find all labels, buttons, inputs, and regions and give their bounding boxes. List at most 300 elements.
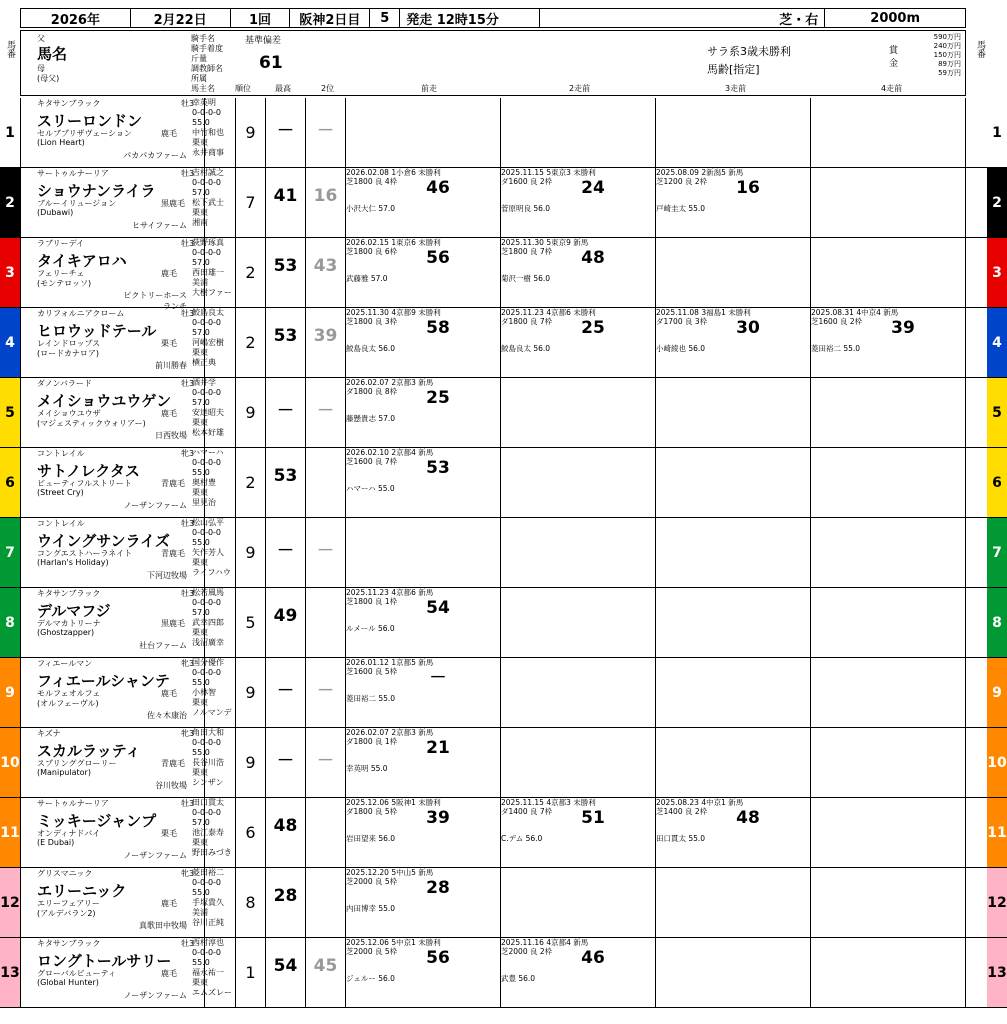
stable: 栗東	[192, 138, 208, 147]
jockey-info	[192, 938, 236, 1007]
past-race-jockey: 戸崎圭太 55.0	[656, 204, 706, 213]
past-race-2[interactable]	[501, 798, 656, 867]
breeder: パカパカファーム	[123, 151, 187, 160]
course: 芝・右	[540, 9, 825, 27]
rank: 1	[236, 938, 266, 1007]
past-race-3[interactable]	[656, 588, 811, 657]
past-race-4[interactable]	[811, 518, 966, 587]
horse-row[interactable]	[0, 98, 1007, 168]
sex-age: 牡3	[181, 309, 195, 318]
jockey-name: 荻野琢真	[192, 238, 224, 247]
past-race-jockey: 小崎綾也 56.0	[656, 344, 706, 353]
jockey-name: 田口貫太	[192, 798, 224, 807]
horse-name[interactable]: タイキアロハ	[37, 252, 127, 270]
start-time: 発走 12時15分	[400, 9, 540, 27]
past-race-2[interactable]	[501, 168, 656, 237]
horse-number-left: 1	[0, 98, 20, 167]
best-value: 53	[273, 466, 298, 486]
horse-number-right: 5	[987, 378, 1007, 447]
rank: 8	[236, 868, 266, 937]
legend-second: 2位	[321, 84, 335, 93]
legend-std: 基準偏差	[245, 36, 282, 46]
past-race-3[interactable]	[656, 98, 811, 167]
horse-info	[20, 798, 205, 867]
sex-age: 牡3	[181, 239, 195, 248]
coat: 青鹿毛	[161, 549, 185, 558]
past-race-score: 16	[736, 178, 760, 198]
horse-row[interactable]	[0, 658, 1007, 728]
sire-name: キズナ	[37, 729, 61, 738]
damsire-name: (Street Cry)	[37, 488, 84, 497]
jockey-record: 0-0-0-0	[192, 318, 222, 327]
past-race-score: 21	[426, 738, 450, 758]
jockey-name: 国分優作	[192, 658, 224, 667]
prize-2: 240万円	[933, 42, 961, 50]
past-race-jockey: 田口貫太 55.0	[656, 834, 706, 843]
past-race-cond: 芝1200 良 2枠	[656, 177, 708, 186]
horse-name[interactable]: ショウナンライラ	[37, 182, 156, 200]
past-race-3[interactable]	[656, 938, 811, 1007]
past-race-head: 2026.02.07 2京都3 新馬	[346, 378, 434, 387]
coat: 鹿毛	[161, 269, 177, 278]
past-race-3[interactable]	[656, 238, 811, 307]
horse-row[interactable]	[0, 308, 1007, 378]
past-race-cond: 芝1800 良 3枠	[346, 317, 398, 326]
best-score	[266, 518, 306, 587]
damsire-name: (アルデバラン2)	[37, 909, 96, 918]
past-race-1[interactable]	[346, 98, 501, 167]
jockey-record: 0-0-0-0	[192, 178, 222, 187]
horse-info	[20, 308, 205, 377]
past-race-2[interactable]	[501, 308, 656, 377]
past-race-4[interactable]	[811, 658, 966, 727]
best-value: 54	[273, 956, 298, 976]
past-race-1[interactable]	[346, 308, 501, 377]
second-value: －	[317, 121, 334, 141]
past-race-2[interactable]	[501, 98, 656, 167]
sire-name: ラブリーデイ	[37, 239, 85, 248]
jockey-record: 0-0-0-0	[192, 108, 222, 117]
past-race-cond: 芝1800 良 6枠	[346, 247, 398, 256]
sex-age: 牡3	[181, 169, 195, 178]
past-race-cond: 芝2000 良 5枠	[346, 877, 398, 886]
past-race-4[interactable]	[811, 98, 966, 167]
best-value: 48	[273, 816, 298, 836]
past-race-3[interactable]	[656, 448, 811, 517]
owner-name: 松本好雄	[192, 428, 224, 437]
prize-3: 150万円	[933, 51, 961, 59]
sire-name: コントレイル	[37, 449, 85, 458]
sex-age: 牝3	[181, 869, 195, 878]
horse-name[interactable]: スリーロンドン	[37, 112, 143, 130]
past-race-score: 39	[426, 808, 450, 828]
past-race-2[interactable]	[501, 868, 656, 937]
best-value: 28	[273, 886, 298, 906]
horse-number-left: 7	[0, 518, 20, 587]
past-race-4[interactable]	[811, 868, 966, 937]
second-value: 39	[313, 326, 338, 346]
horse-name[interactable]: ロングトールサリー	[37, 952, 172, 970]
past-race-score: 46	[426, 178, 450, 198]
past-race-jockey: 菱田裕二 55.0	[346, 694, 396, 703]
past-race-3[interactable]	[656, 168, 811, 237]
trainer-name: 安達昭夫	[192, 408, 224, 417]
owner-name: 里見治	[192, 498, 216, 507]
past-race-jockey: 菅原明良 56.0	[501, 204, 551, 213]
past-race-head: 2025.11.08 3福島1 未勝利	[656, 308, 751, 317]
breeder: ノーザンファーム	[123, 851, 187, 860]
best-score	[266, 938, 306, 1007]
jockey-info	[192, 728, 236, 797]
past-race-cond: 芝2000 良 5枠	[346, 947, 398, 956]
owner-name: シンザン	[192, 778, 224, 787]
past-race-head: 2026.02.07 2京都3 新馬	[346, 728, 434, 737]
best-score	[266, 98, 306, 167]
second-score	[306, 588, 346, 657]
past-race-cond: 芝1800 良 4枠	[346, 177, 398, 186]
past-race-1[interactable]	[346, 588, 501, 657]
best-value: 41	[273, 186, 298, 206]
past-race-1[interactable]	[346, 448, 501, 517]
past-race-head: 2026.02.15 1東京6 未勝利	[346, 238, 441, 247]
trainer-name: 河嶋宏樹	[192, 338, 224, 347]
past-race-head: 2025.12.06 5中京1 未勝利	[346, 938, 441, 947]
horse-info	[20, 238, 205, 311]
weight: 57.0	[192, 608, 210, 617]
jockey-record: 0-0-0-0	[192, 738, 222, 747]
past-race-2[interactable]	[501, 728, 656, 797]
past-race-1[interactable]	[346, 798, 501, 867]
past-race-score: 48	[736, 808, 760, 828]
horse-info	[20, 518, 205, 587]
past-race-4[interactable]	[811, 798, 966, 867]
horse-name[interactable]: スカルラッティ	[37, 742, 141, 760]
second-score	[306, 798, 346, 867]
horse-name[interactable]: エリーニック	[37, 882, 127, 900]
horse-number-right: 6	[987, 448, 1007, 517]
trainer-name: 松下武士	[192, 198, 224, 207]
jockey-info	[192, 308, 236, 377]
past-race-3[interactable]	[656, 798, 811, 867]
past-race-cond: 芝2000 良 2枠	[501, 947, 553, 956]
best-value: 53	[273, 326, 298, 346]
horse-number-right: 2	[987, 168, 1007, 237]
past-race-1[interactable]	[346, 938, 501, 1007]
past-race-4[interactable]	[811, 728, 966, 797]
sex-age: 牡3	[181, 519, 195, 528]
legend-jockey: 騎手名	[191, 34, 215, 43]
year: 2026年	[21, 9, 131, 27]
past-race-score: 58	[426, 318, 450, 338]
past-race-cond: 芝1600 良 2枠	[811, 317, 863, 326]
sire-name: ダノンバラード	[37, 379, 92, 388]
past-race-4[interactable]	[811, 238, 966, 307]
past-race-1[interactable]	[346, 378, 501, 447]
past-race-1[interactable]	[346, 658, 501, 727]
past-race-score: 39	[891, 318, 915, 338]
jockey-info	[192, 378, 236, 447]
race-header	[20, 8, 966, 28]
past-race-3[interactable]	[656, 728, 811, 797]
sire-name: キタサンブラック	[37, 589, 101, 598]
coat: 鹿毛	[161, 129, 177, 138]
sire-name: フィエールマン	[37, 659, 93, 668]
past-race-cond: ダ1800 良 7枠	[501, 317, 553, 326]
past-race-score: －	[429, 668, 447, 688]
horse-row[interactable]	[0, 938, 1007, 1008]
second-score	[306, 308, 346, 377]
horse-name[interactable]: ミッキージャンプ	[37, 812, 157, 830]
stable: 栗東	[192, 418, 208, 427]
sex-age: 牝3	[181, 729, 195, 738]
second-score	[306, 938, 346, 1007]
past-race-4[interactable]	[811, 308, 966, 377]
weight: 55.0	[192, 958, 210, 967]
trainer-name: 矢作芳人	[192, 548, 224, 557]
horse-number-left: 4	[0, 308, 20, 377]
prize-4: 89万円	[938, 60, 961, 68]
second-value: 45	[313, 956, 338, 976]
horse-row[interactable]	[0, 518, 1007, 588]
sex-age: 牝3	[181, 659, 195, 668]
sex-age: 牡3	[181, 589, 195, 598]
trainer-name: 福永祐一	[192, 968, 224, 977]
horse-info	[20, 378, 205, 447]
past-race-cond: 芝1600 良 7枠	[346, 457, 398, 466]
sex-age: 牡3	[181, 939, 195, 948]
horse-row[interactable]	[0, 238, 1007, 311]
past-race-head: 2025.11.30 4京都9 未勝利	[346, 308, 441, 317]
second-value: 43	[313, 256, 338, 276]
past-race-1[interactable]	[346, 728, 501, 797]
past-race-score: 25	[426, 388, 450, 408]
past-race-jockey: 武藤雅 57.0	[346, 274, 388, 283]
past-race-3[interactable]	[656, 378, 811, 447]
past-race-head: 2025.08.31 4中京4 新馬	[811, 308, 899, 317]
past-race-2[interactable]	[501, 518, 656, 587]
umaban-label-right: 馬番	[975, 40, 985, 58]
best-score	[266, 728, 306, 797]
breeder: ピクトリーホースランチ	[123, 291, 187, 311]
place: 阪神2日目	[290, 9, 370, 27]
past-race-head: 2025.11.15 4京都3 未勝利	[501, 798, 596, 807]
past-race-1[interactable]	[346, 168, 501, 237]
stable: 栗東	[192, 628, 208, 637]
past-race-jockey: 菱田裕二 55.0	[811, 344, 861, 353]
jockey-info	[192, 658, 236, 727]
horse-row[interactable]	[0, 798, 1007, 868]
horse-name[interactable]: フィエールシャンテ	[37, 672, 170, 690]
dam-name: レインドロップス	[37, 339, 101, 348]
horse-number-left: 8	[0, 588, 20, 657]
second-score	[306, 518, 346, 587]
jockey-record: 0-0-0-0	[192, 458, 222, 467]
horse-row[interactable]	[0, 378, 1007, 448]
legend-weight: 斤量	[191, 54, 207, 63]
horse-info	[20, 728, 205, 797]
jockey-record: 0-0-0-0	[192, 528, 222, 537]
damsire-name: (Manipulator)	[37, 768, 91, 777]
horse-number-left: 11	[0, 798, 20, 867]
jockey-name: 西村淳也	[192, 938, 224, 947]
past-race-head: 2025.08.23 4中京1 新馬	[656, 798, 744, 807]
legend-owner: 馬主名	[191, 84, 215, 93]
legend-dam: 母	[37, 64, 45, 73]
jockey-record: 0-0-0-0	[192, 388, 222, 397]
breeder: 真歌田中牧場	[139, 921, 187, 930]
past-race-3[interactable]	[656, 868, 811, 937]
legend-prev4: 4走前	[881, 84, 903, 93]
dam-name: オンディナドバイ	[37, 829, 101, 838]
rank: 9	[236, 728, 266, 797]
jockey-info	[192, 238, 236, 307]
past-race-2[interactable]	[501, 238, 656, 307]
horse-info	[20, 448, 205, 517]
horse-name[interactable]: デルマフジ	[37, 602, 111, 620]
dam-name: コングエストハーラネイト	[37, 549, 133, 558]
rank: 2	[236, 448, 266, 517]
sire-name: グリスマニック	[37, 869, 93, 878]
legend-header	[20, 30, 966, 96]
sire-name: カリフォルニアクローム	[37, 309, 125, 318]
trainer-name: 長谷川浩	[192, 758, 224, 767]
coat: 鹿毛	[161, 689, 177, 698]
stable: 栗東	[192, 348, 208, 357]
past-race-score: 46	[581, 948, 605, 968]
past-race-head: 2025.11.30 5東京9 新馬	[501, 238, 589, 247]
best-score	[266, 238, 306, 307]
past-race-cond: 芝1800 良 7枠	[501, 247, 553, 256]
past-race-2[interactable]	[501, 448, 656, 517]
weight: 55.0	[192, 468, 210, 477]
past-race-2[interactable]	[501, 658, 656, 727]
second-value: －	[317, 541, 334, 561]
horse-number-right: 10	[987, 728, 1007, 797]
past-race-4[interactable]	[811, 378, 966, 447]
owner-name: 谷川正純	[192, 918, 224, 927]
jockey-name: 松若風馬	[192, 588, 224, 597]
horse-name[interactable]: メイショウユウゲン	[37, 392, 172, 410]
dam-name: セルブプリザヴェーション	[37, 129, 132, 138]
horse-row[interactable]	[0, 728, 1007, 798]
best-value: 49	[273, 606, 298, 626]
jockey-info	[192, 518, 236, 587]
breeder: 下河辺牧場	[147, 571, 187, 580]
past-race-score: 48	[581, 248, 605, 268]
breeder: 日西牧場	[155, 431, 187, 440]
past-race-2[interactable]	[501, 938, 656, 1007]
jockey-record: 0-0-0-0	[192, 948, 222, 957]
horse-info	[20, 938, 205, 1007]
dam-name: ビューティフルストリート	[37, 479, 132, 488]
past-race-head: 2025.11.23 4京都6 新馬	[346, 588, 434, 597]
past-race-head: 2025.12.20 5中山5 新馬	[346, 868, 434, 877]
past-race-1[interactable]	[346, 868, 501, 937]
past-race-4[interactable]	[811, 588, 966, 657]
coat: 鹿毛	[161, 969, 177, 978]
weight: 57.0	[192, 818, 210, 827]
stable: 栗東	[192, 978, 208, 987]
damsire-name: (E Dubai)	[37, 838, 75, 847]
weight: 57.0	[192, 188, 210, 197]
horse-name[interactable]: ヒロウッドテール	[37, 322, 157, 340]
horse-number-left: 9	[0, 658, 20, 727]
past-race-score: 56	[426, 248, 450, 268]
past-race-jockey: 鮫島良太 56.0	[346, 344, 396, 353]
past-race-head: 2026.02.08 1小倉6 未勝利	[346, 168, 441, 177]
past-race-score: 51	[581, 808, 605, 828]
horse-number-right: 1	[987, 98, 1007, 167]
past-race-jockey: 藤懸貴志 57.0	[346, 414, 396, 423]
past-race-3[interactable]	[656, 308, 811, 377]
best-value: －	[277, 751, 294, 771]
horse-row[interactable]	[0, 868, 1007, 938]
horse-name[interactable]: ウイングサンライズ	[37, 532, 170, 550]
jockey-info	[192, 98, 236, 167]
horse-info	[20, 98, 205, 167]
past-race-cond: 芝1800 良 1枠	[346, 597, 398, 606]
past-race-2[interactable]	[501, 378, 656, 447]
horse-row[interactable]	[0, 168, 1007, 238]
past-race-jockey: 武豊 56.0	[501, 974, 536, 983]
rank: 2	[236, 238, 266, 307]
dam-name: デルマカトリーナ	[37, 619, 101, 628]
second-value: －	[317, 401, 334, 421]
horse-row[interactable]	[0, 588, 1007, 658]
second-score	[306, 378, 346, 447]
past-race-head: 2025.11.16 4京都4 新馬	[501, 938, 589, 947]
past-race-cond: ダ1800 良 1枠	[346, 737, 398, 746]
past-race-4[interactable]	[811, 938, 966, 1007]
past-race-jockey: ジェルー 56.0	[346, 974, 395, 983]
horse-number-right: 4	[987, 308, 1007, 377]
past-race-3[interactable]	[656, 658, 811, 727]
past-race-cond: ダ1700 良 3枠	[656, 317, 708, 326]
horse-name[interactable]: サトノレクタス	[37, 462, 140, 480]
past-race-3[interactable]	[656, 518, 811, 587]
jockey-name: ハマーハ	[192, 448, 224, 457]
coat: 栗毛	[161, 829, 177, 838]
past-race-jockey: C.デム 56.0	[501, 834, 543, 843]
past-race-1[interactable]	[346, 518, 501, 587]
sex-age: 牡3	[181, 99, 195, 108]
past-race-4[interactable]	[811, 168, 966, 237]
sire-name: サートゥルナーリア	[37, 169, 109, 178]
past-race-1[interactable]	[346, 238, 501, 307]
past-race-jockey: 岩田望来 56.0	[346, 834, 396, 843]
trainer-name: 奥村豊	[192, 478, 216, 487]
owner-name: 永井商事	[192, 148, 224, 157]
breeder: ノーザンファーム	[123, 501, 187, 510]
dam-name: メイショウユウザ	[37, 409, 101, 418]
sire-name: キタサンブラック	[37, 939, 101, 948]
horse-row[interactable]	[0, 448, 1007, 518]
coat: 鹿毛	[161, 409, 177, 418]
legend-rank: 順位	[235, 84, 251, 93]
jockey-record: 0-0-0-0	[192, 878, 222, 887]
prize-list	[911, 33, 961, 78]
best-value: －	[277, 401, 294, 421]
weight: 55.0	[192, 678, 210, 687]
owner-name: 浅沼廣幸	[192, 638, 224, 647]
jockey-name: 角田大和	[192, 728, 224, 737]
owner-name: 野田みづき	[192, 848, 232, 857]
past-race-4[interactable]	[811, 448, 966, 517]
past-race-cond: ダ1400 良 7枠	[501, 807, 553, 816]
breeder: 前川勝春	[155, 361, 187, 370]
past-race-2[interactable]	[501, 588, 656, 657]
best-value: －	[277, 121, 294, 141]
